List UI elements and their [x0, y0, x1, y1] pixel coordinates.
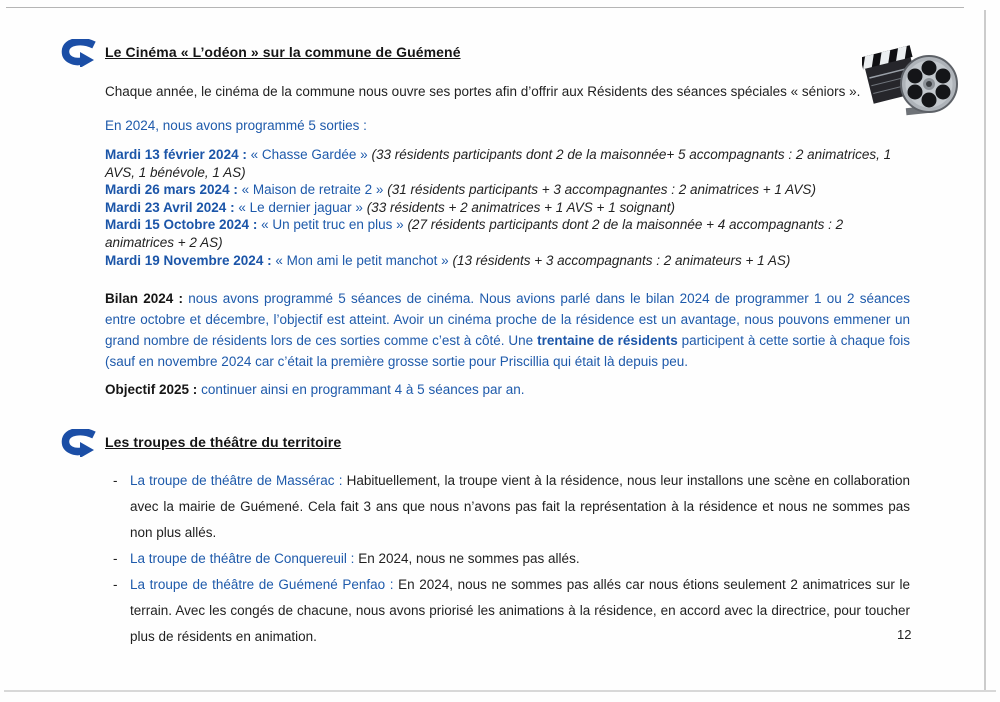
screening-date: Mardi 19 Novembre 2024 :: [105, 252, 272, 268]
troupe-name: La troupe de théâtre de Guémené Penfao :: [130, 577, 394, 593]
screening-film-title: « Le dernier jaguar »: [238, 199, 363, 215]
curved-arrow-icon: [61, 39, 97, 67]
scan-edge-right: [984, 10, 986, 690]
bilan-bold-text: trentaine de résidents: [537, 333, 678, 349]
screening-details: (27 résidents participants dont 2 de la maisonnée + 4 accompagnants : 2 animatrices + 2 AS): [105, 217, 844, 250]
troupe-name: La troupe de théâtre de Conquereuil :: [130, 551, 355, 567]
bilan-text-1: nous avons programmé 5 séances de cinéma. Nous avions parlé dans le bilan 2024 de programmer 1 ou 2 séances entre octobre et décembre, l’objectif est atteint. Avoir un cinéma proche de la résidence est un avantage, nous pouvons emmener un grand nombre de résidents lors de ces sorties comme c’est à côté. Une: [105, 291, 910, 349]
troupe-text: En 2024, nous ne sommes pas allés.: [358, 551, 580, 567]
theatre-troupes-list: [105, 468, 910, 650]
screening-details: (33 résidents + 2 animatrices + 1 AVS + 1 soignant): [366, 199, 675, 215]
theatre-troupe-item: [105, 546, 910, 572]
screenings-list: [105, 146, 910, 269]
bilan-text-2: participent à cette sortie à chaque fois (sauf en novembre 2024 car c’était la première grosse sortie pour Priscillia qui était là depuis peu.: [105, 333, 910, 370]
theatre-section-header: [105, 434, 910, 452]
screening-date: Mardi 26 mars 2024 :: [105, 182, 238, 198]
objectif-text: continuer ainsi en programmant 4 à 5 séances par an.: [201, 382, 525, 398]
troupe-text: En 2024, nous ne sommes pas allés car nous étions seulement 2 animatrices sur le terrain. Avec les congés de chacune, nous avons priorisé les animations à la résidence, en accord avec la directrice, pour toucher plus de résidents en animation.: [130, 577, 910, 645]
screening-item: [105, 252, 910, 270]
screening-item: [105, 146, 910, 181]
cinema-program-line: En 2024, nous avons programmé 5 sorties :: [105, 118, 367, 133]
screening-details: (31 résidents participants + 3 accompagnantes : 2 animatrices + 1 AVS): [387, 182, 816, 198]
screening-film-title: « Maison de retraite 2 »: [241, 182, 384, 198]
cinema-intro-paragraph: Chaque année, le cinéma de la commune nous ouvre ses portes afin d’offrir aux Résidents des séances spéciales « séniors ».: [105, 84, 861, 99]
screening-date: Mardi 15 Octobre 2024 :: [105, 217, 258, 233]
bilan-paragraph: [105, 288, 910, 372]
cinema-section-title: Le Cinéma « L’odéon » sur la commune de Guémené: [105, 44, 461, 60]
theatre-troupe-item: [105, 468, 910, 546]
theatre-section-title: Les troupes de théâtre du territoire: [105, 434, 342, 451]
page-number: 12: [897, 627, 912, 642]
screening-film-title: « Un petit truc en plus »: [261, 217, 404, 233]
screening-film-title: « Mon ami le petit manchot »: [275, 252, 449, 268]
screening-date: Mardi 23 Avril 2024 :: [105, 199, 235, 215]
screening-item: [105, 199, 910, 217]
objectif-label: Objectif 2025 :: [105, 382, 198, 398]
bilan-label: Bilan 2024 :: [105, 291, 184, 307]
cinema-section-header: [105, 44, 910, 62]
screening-film-title: « Chasse Gardée »: [250, 147, 368, 162]
troupe-text: Habituellement, la troupe vient à la résidence, nous leur installons une scène en collaboration avec la mairie de Guémené. Cela fait 3 ans que nous n’avons pas fait la représentation à la résidence et nous ne sommes pas non plus allés.: [130, 473, 910, 541]
screening-details: (13 résidents + 3 accompagnants : 2 animateurs + 1 AS): [452, 252, 791, 268]
objectif-line: [105, 381, 910, 398]
screening-item: [105, 216, 910, 251]
scan-edge-top: [6, 7, 964, 8]
curved-arrow-icon: [61, 429, 97, 457]
theatre-troupe-item: [105, 572, 910, 650]
screening-item: [105, 181, 910, 199]
screening-date: Mardi 13 février 2024 :: [105, 147, 247, 162]
screening-details: (33 résidents participants dont 2 de la maisonnée+ 5 accompagnants : 2 animatrices, 1 AVS, 1 bénévole, 1 AS): [105, 147, 892, 180]
troupe-name: La troupe de théâtre de Massérac :: [130, 473, 343, 489]
scan-edge-bottom: [4, 690, 996, 692]
page-content: [0, 44, 1000, 650]
